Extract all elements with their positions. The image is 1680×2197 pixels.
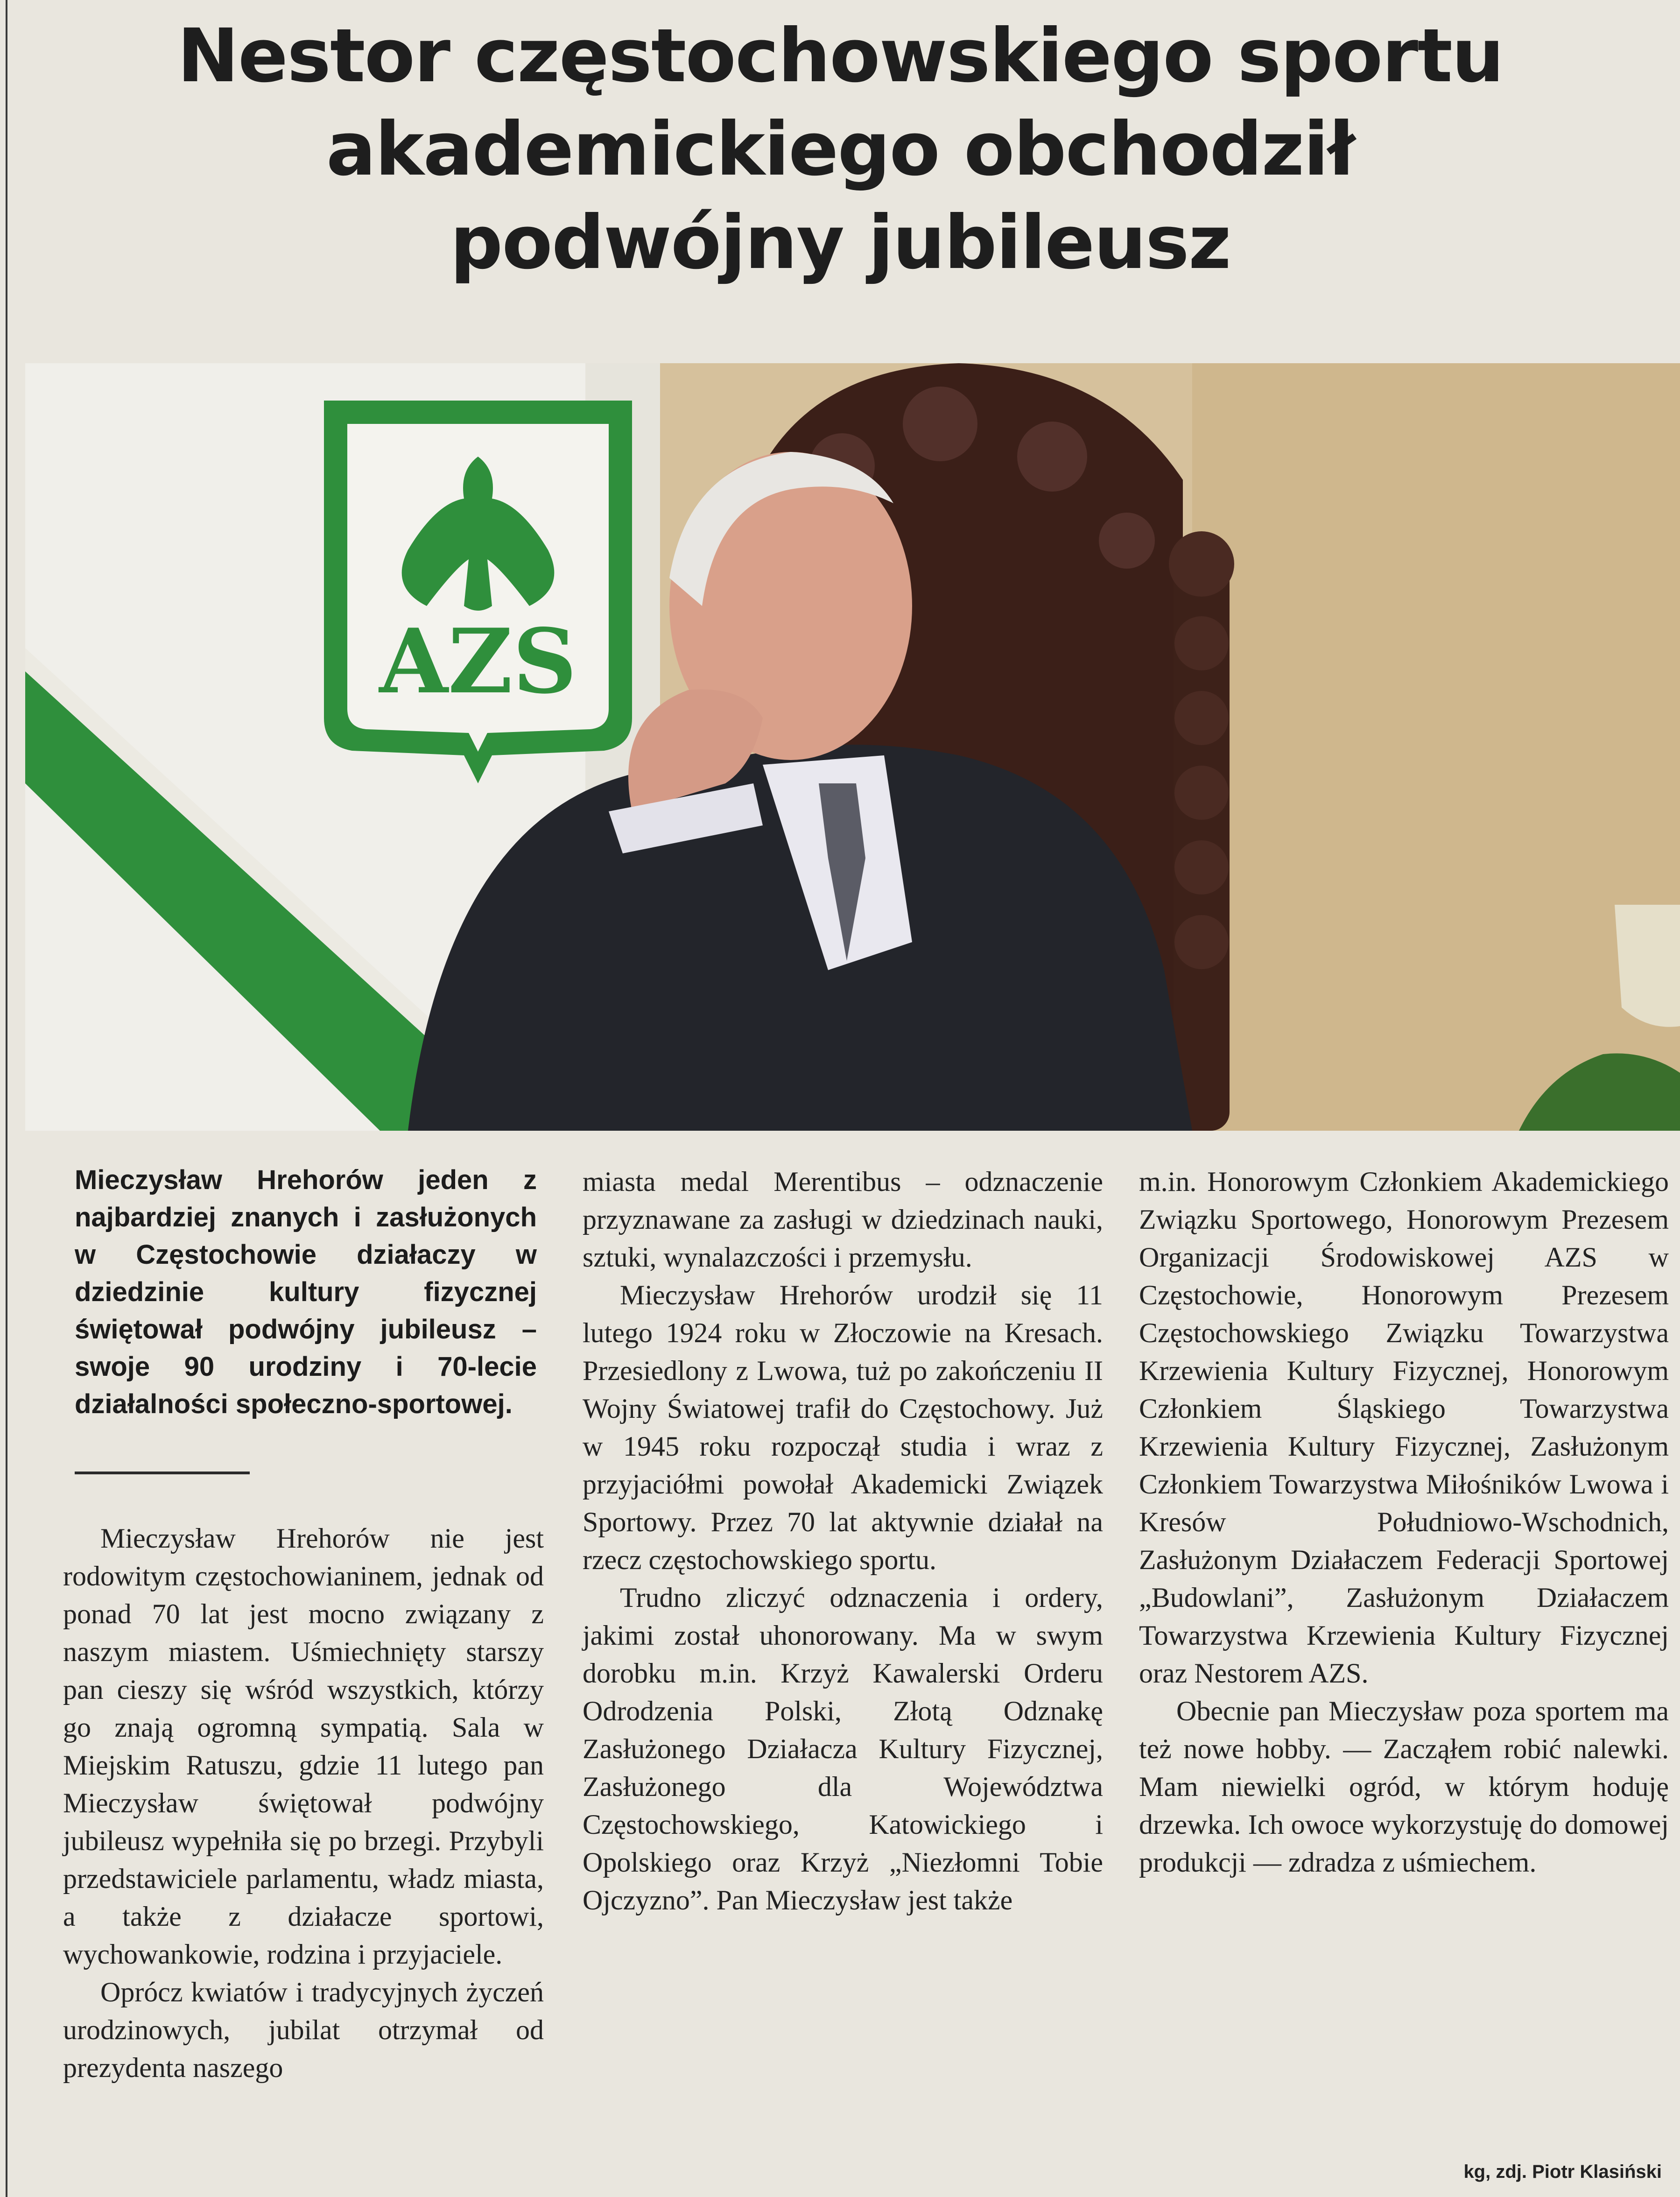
azs-emblem [324,401,632,783]
headline [28,9,1652,289]
article-column-3 [1139,1163,1669,1881]
photo-illustration [25,363,1680,1131]
photo-credit: kg, zdj. Piotr Klasiński [1463,2162,1662,2182]
paragraph: Mieczysław Hrehorów urodził się 11 lutego 1924 roku w Złoczowie na Kresach. Przesiedlony z Lwowa, tuż po zakończeniu II Wojny Światowej trafił do Częstochowy. Już w 1945 roku rozpoczął studia i wraz z przyjaciółmi powołał Akademicki Związek Sportowy. Przez 70 lat aktywnie działał na rzecz częstochowskiego sportu. [583,1280,1103,1575]
emblem-text: AZS [379,609,577,713]
headline-line-1: Nestor częstochowskiego sportu [177,13,1504,99]
paragraph: Obecnie pan Mieczysław poza sportem ma też nowe hobby. — Zacząłem robić nalewki. Mam niewielki ogród, w którym hoduję drzewka. Ich owoce wykorzystuję do domowej produkcji — zdradza z uśmiechem. [1139,1696,1669,1878]
lead-underline [75,1472,250,1474]
headline-line-2: akademickiego obchodził [326,106,1355,192]
headline-line-3: podwójny jubileusz [450,200,1230,286]
paragraph: Mieczysław Hrehorów nie jest rodowitym częstochowianinem, jednak od ponad 70 lat jest mocno związany z naszym miastem. Uśmiechnięty starszy pan cieszy się wśród wszystkich, którzy go znają ogromną sympatią. Sala w Miejskim Ratuszu, gdzie 11 lutego pan Mieczysław świętował podwójny jubileusz wypełniła się po brzegi. Przybyli przedstawiciele parlamentu, władz miasta, a także z działacze sportowi, wychowankowie, rodzina i przyjaciele. [63,1523,544,1970]
paragraph: Trudno zliczyć odznaczenia i ordery, jakimi został uhonorowany. Ma w swym dorobku m.in. Krzyż Kawalerski Orderu Odrodzenia Polski, Złotą Odznakę Zasłużonego Działacza Kultury Fizycznej, Zasłużonego dla Województwa Częstochowskiego, Katowickiego i Opolskiego oraz Krzyż „Niezłomni Tobie Ojczyzno”. Pan Mieczysław jest także [583,1582,1103,1915]
article-column-2 [583,1163,1103,1919]
paragraph: m.in. Honorowym Członkiem Akademickiego Związku Sportowego, Honorowym Prezesem Organizacji Środowiskowej AZS w Częstochowie, Honorowym Prezesem Częstochowskiego Związku Towarzystwa Krzewienia Kultury Fizycznej, Honorowym Członkiem Śląskiego Towarzystwa Krzewienia Kultury Fizycznej, Zasłużonym Członkiem Towarzystwa Miłośników Lwowa i Kresów Południowo-Wschodnich, Zasłużonym Działaczem Federacji Sportowej „Budowlani”, Zasłużonym Działaczem Towarzystwa Krzewienia Kultury Fizycznej oraz Nestorem AZS. [1139,1166,1669,1689]
paragraph: miasta medal Merentibus – odznaczenie przyznawane za zasługi w dziedzinach nauki, sztuki, wynalazczości i przemysłu. [583,1166,1103,1273]
article-column-1 [63,1520,544,2087]
photo-wall-shade [1192,363,1680,1131]
paragraph: Oprócz kwiatów i tradycyjnych życzeń urodzinowych, jubilat otrzymał od prezydenta naszego [63,1977,544,2083]
column-rule [6,0,7,2197]
article-photo [25,363,1680,1131]
lead-paragraph: Mieczysław Hrehorów jeden z najbardziej znanych i zasłużonych w Częstochowie działaczy w dziedzinie kultury fizycznej świętował podwójny jubileusz – swoje 90 urodziny i 70-lecie działalności społeczno-sportowej. [75,1165,537,1419]
